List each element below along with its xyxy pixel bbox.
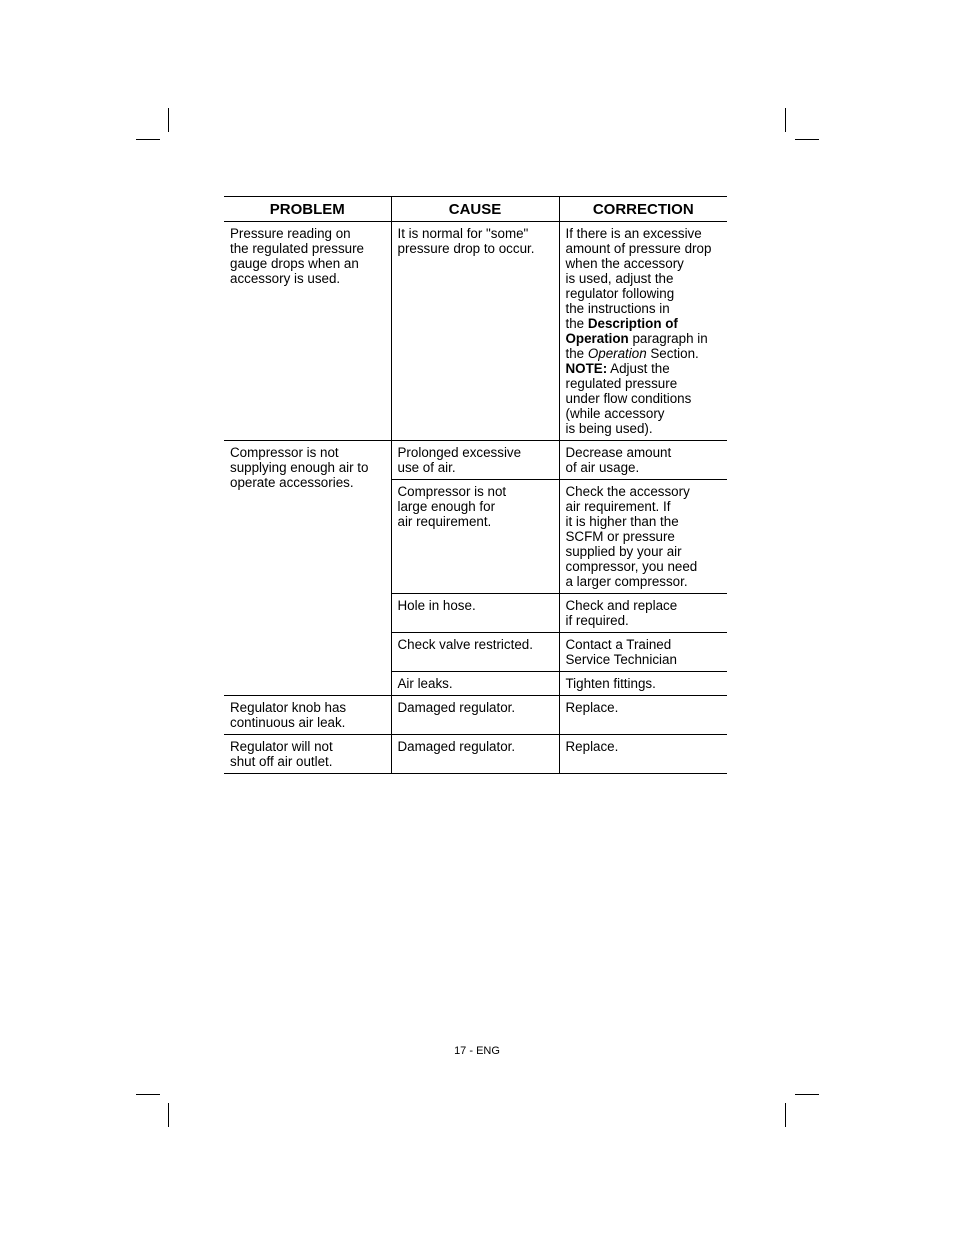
- text-line: a larger compressor.: [565, 574, 688, 589]
- text-line: Service Technician: [565, 652, 677, 667]
- crop-mark-bottom-right-vertical: [785, 1103, 786, 1127]
- text-line: [566, 331, 722, 346]
- crop-mark-top-left-horizontal: [136, 139, 160, 140]
- text-line: shut off air outlet.: [230, 754, 333, 769]
- cause-cell: [391, 735, 559, 774]
- text-line: [566, 406, 722, 421]
- problem-cell: [224, 735, 391, 774]
- problem-cell: [224, 696, 391, 735]
- text-line: air requirement.: [397, 514, 492, 529]
- text-run: amount of pressure drop: [565, 241, 712, 256]
- correction-cell: [559, 696, 727, 735]
- text-line: supplied by your air: [565, 544, 682, 559]
- text-run: regulator following: [565, 286, 675, 301]
- italic-text: Operation: [587, 346, 647, 361]
- text-line: Contact a Trained: [565, 637, 672, 652]
- text-run: is used, adjust the: [565, 271, 674, 286]
- text-line: Replace.: [565, 739, 619, 754]
- text-line: [566, 271, 722, 286]
- cause-cell: [391, 222, 559, 441]
- bold-text: NOTE:: [565, 361, 608, 376]
- table-row: [224, 696, 727, 735]
- text-line: it is higher than the: [565, 514, 679, 529]
- text-line: continuous air leak.: [230, 715, 346, 730]
- text-run: (while accessory: [565, 406, 665, 421]
- table-body: [224, 222, 727, 774]
- text-line: Air leaks.: [397, 676, 453, 691]
- text-line: large enough for: [397, 499, 496, 514]
- cause-cell: [391, 480, 559, 594]
- text-line: [566, 286, 722, 301]
- header-cause: CAUSE: [391, 197, 559, 222]
- text-run: paragraph in: [628, 331, 708, 346]
- text-run: under flow conditions: [565, 391, 692, 406]
- problem-cell: [224, 441, 391, 696]
- cause-cell: [391, 594, 559, 633]
- text-run: If there is an excessive: [565, 226, 702, 241]
- header-problem: PROBLEM: [224, 197, 391, 222]
- text-line: Decrease amount: [565, 445, 672, 460]
- text-line: [566, 301, 722, 316]
- text-line: air requirement. If: [565, 499, 671, 514]
- text-line: pressure drop to occur.: [397, 241, 535, 256]
- bold-text: Operation: [565, 331, 629, 346]
- table-row: [224, 441, 727, 480]
- text-run: when the accessory: [565, 256, 684, 271]
- correction-cell: [559, 672, 727, 696]
- header-row: [224, 197, 727, 222]
- text-run: the: [565, 346, 588, 361]
- text-line: of air usage.: [565, 460, 640, 475]
- text-run: the: [565, 316, 588, 331]
- text-run: the instructions in: [565, 301, 670, 316]
- crop-mark-top-right-horizontal: [795, 139, 819, 140]
- text-line: supplying enough air to: [230, 460, 369, 475]
- cause-cell: [391, 696, 559, 735]
- text-line: Regulator will not: [230, 739, 333, 754]
- text-line: [566, 316, 722, 331]
- correction-cell: [559, 594, 727, 633]
- text-line: [566, 376, 722, 391]
- text-line: Check valve restricted.: [397, 637, 533, 652]
- text-line: Replace.: [565, 700, 619, 715]
- crop-mark-top-right-vertical: [785, 108, 786, 132]
- text-line: Tighten fittings.: [565, 676, 656, 691]
- correction-cell: [559, 633, 727, 672]
- problem-cell: [224, 222, 391, 441]
- cause-cell: [391, 633, 559, 672]
- text-line: the regulated pressure: [230, 241, 364, 256]
- text-line: operate accessories.: [230, 475, 354, 490]
- text-line: Check the accessory: [565, 484, 690, 499]
- text-line: Hole in hose.: [397, 598, 476, 613]
- text-run: Section.: [646, 346, 699, 361]
- crop-mark-bottom-right-horizontal: [795, 1094, 819, 1095]
- text-line: Compressor is not: [230, 445, 339, 460]
- header-correction: CORRECTION: [559, 197, 727, 222]
- text-run: regulated pressure: [565, 376, 678, 391]
- text-line: [566, 241, 722, 256]
- text-line: [566, 391, 722, 406]
- text-line: [566, 346, 722, 361]
- text-line: Damaged regulator.: [397, 700, 516, 715]
- text-line: It is normal for "some": [397, 226, 529, 241]
- table-header: [224, 197, 727, 222]
- crop-mark-top-left-vertical: [168, 108, 169, 132]
- correction-cell: [559, 441, 727, 480]
- text-line: [566, 421, 722, 436]
- text-line: [566, 226, 722, 241]
- text-line: if required.: [565, 613, 629, 628]
- text-line: SCFM or pressure: [565, 529, 675, 544]
- text-line: Prolonged excessive: [397, 445, 522, 460]
- page-number: 17 - ENG: [454, 1045, 500, 1057]
- text-run: is being used).: [565, 421, 653, 436]
- cause-cell: [391, 441, 559, 480]
- text-line: [566, 256, 722, 271]
- correction-cell: [559, 735, 727, 774]
- text-line: use of air.: [397, 460, 456, 475]
- crop-mark-bottom-left-horizontal: [136, 1094, 160, 1095]
- text-line: gauge drops when an: [230, 256, 359, 271]
- text-line: Damaged regulator.: [397, 739, 516, 754]
- cause-cell: [391, 672, 559, 696]
- text-line: [566, 361, 722, 376]
- text-line: Regulator knob has: [230, 700, 347, 715]
- text-line: accessory is used.: [230, 271, 341, 286]
- text-line: compressor, you need: [565, 559, 698, 574]
- text-line: Check and replace: [565, 598, 678, 613]
- text-line: Pressure reading on: [230, 226, 351, 241]
- text-line: Compressor is not: [397, 484, 507, 499]
- correction-cell: [559, 480, 727, 594]
- table-row: [224, 222, 727, 441]
- crop-mark-bottom-left-vertical: [168, 1103, 169, 1127]
- bold-text: Description of: [587, 316, 678, 331]
- text-run: Adjust the: [607, 361, 670, 376]
- table-row: [224, 735, 727, 774]
- troubleshooting-table: [224, 196, 727, 774]
- correction-cell: [559, 222, 727, 441]
